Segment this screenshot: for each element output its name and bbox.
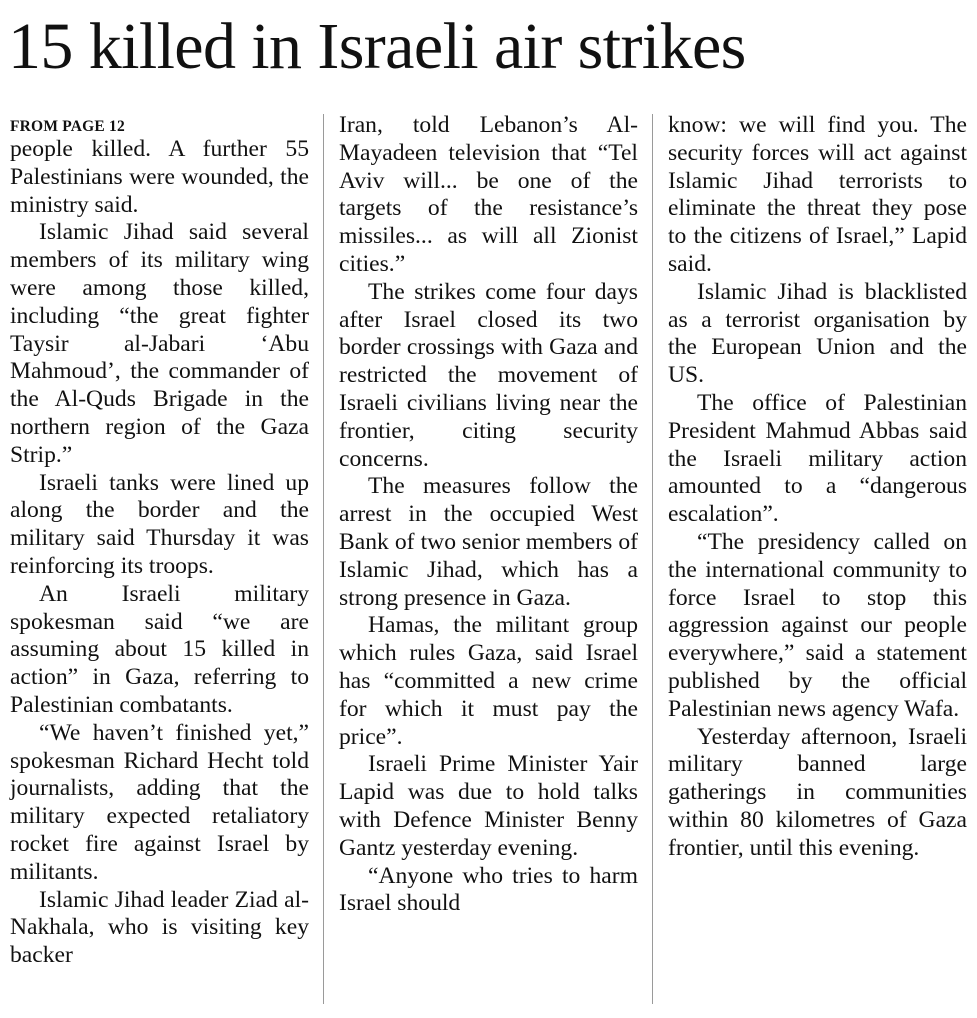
paragraph: Israeli Prime Minister Yair Lapid was due to hold talks with Defence Minister Benny Gantz yesterday evening. bbox=[339, 751, 638, 861]
column-divider bbox=[323, 114, 324, 1004]
jump-line: FROM PAGE 12 bbox=[10, 118, 125, 135]
paragraph: The strikes come four days after Israel closed its two border crossings with Gaza and restricted the movement of Israeli civilians living near the frontier, citing security concerns. bbox=[339, 278, 638, 472]
paragraph: people killed. A further 55 Palestinians were wounded, the ministry said. bbox=[10, 136, 309, 218]
paragraph: “We haven’t finished yet,” spokesman Richard Hecht told journalists, adding that the military expected retaliatory rocket fire against Israel by militants. bbox=[10, 719, 309, 885]
paragraph: Islamic Jihad is blacklisted as a terrorist organisation by the European Union and the US. bbox=[668, 278, 967, 389]
paragraph: Islamic Jihad leader Ziad al-Nakhala, who is visiting key backer bbox=[10, 886, 309, 969]
paragraph: An Israeli military spokesman said “we are assuming about 15 killed in action” in Gaza, referring to Palestinian combatants. bbox=[10, 580, 309, 718]
paragraph: Israeli tanks were lined up along the border and the military said Thursday it was reinforcing its troops. bbox=[10, 469, 309, 579]
paragraph: Islamic Jihad said several members of its military wing were among those killed, including “the great fighter Taysir al-Jabari ‘Abu Mahmoud’, the commander of the Al-Quds Brigade in the northern region of the Gaza Strip.” bbox=[10, 219, 309, 468]
paragraph: Yesterday afternoon, Israeli military banned large gatherings in communities within 80 kilometres of Gaza frontier, until this evening. bbox=[668, 723, 967, 861]
paragraph: Hamas, the militant group which rules Gaza, said Israel has “committed a new crime for which it must pay the price”. bbox=[339, 612, 638, 750]
column-divider bbox=[652, 114, 653, 1004]
headline: 15 killed in Israeli air strikes bbox=[8, 10, 746, 83]
paragraph: The office of Palestinian President Mahmud Abbas said the Israeli military action amounted to a “dangerous escalation”. bbox=[668, 389, 967, 528]
paragraph: “The presidency called on the international community to force Israel to stop this aggression against our people everywhere,” said a statement published by the official Palestinian news agency Wafa. bbox=[668, 528, 967, 722]
paragraph: know: we will find you. The security forces will act against Islamic Jihad terrorists to eliminate the threat they pose to the citizens of Israel,” Lapid said. bbox=[668, 112, 967, 277]
article-column-3 bbox=[668, 112, 967, 863]
paragraph: The measures follow the arrest in the occupied West Bank of two senior members of Islamic Jihad, which has a strong presence in Gaza. bbox=[339, 473, 638, 611]
paragraph: Iran, told Lebanon’s Al-Mayadeen television that “Tel Aviv will... be one of the targets of the resistance’s missiles... as will all Zionist cities.” bbox=[339, 112, 638, 277]
article-column-1 bbox=[10, 118, 309, 970]
paragraph: “Anyone who tries to harm Israel should bbox=[339, 862, 638, 917]
article-column-2 bbox=[339, 112, 638, 918]
